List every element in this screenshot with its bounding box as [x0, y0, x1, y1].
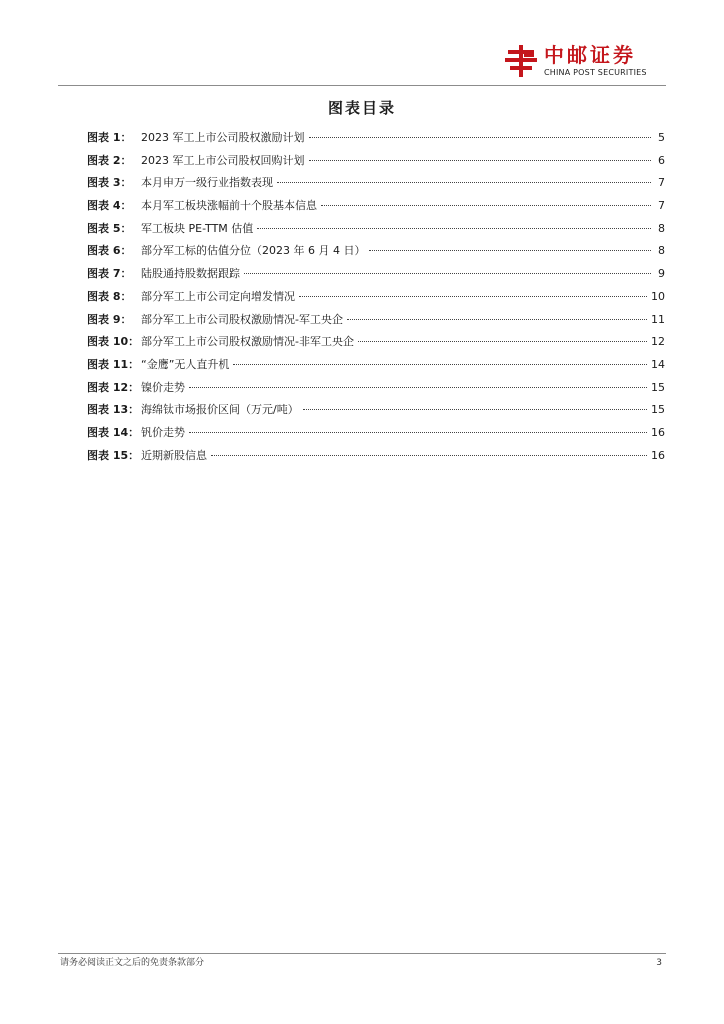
toc-leader-dots: [369, 250, 651, 251]
toc-entry-label: 图表 2：: [87, 153, 132, 167]
page-number: 3: [656, 958, 662, 968]
toc-entry-page: 16: [651, 448, 665, 462]
toc-leader-dots: [299, 296, 647, 297]
toc-entry-label: 图表 8：: [87, 289, 132, 303]
toc-entry-page: 10: [651, 289, 665, 303]
toc-entry-title: 部分军工上市公司股权激励情况-非军工央企: [141, 335, 354, 349]
toc-entry[interactable]: [87, 380, 665, 403]
toc-entry-title: 近期新股信息: [141, 448, 207, 462]
toc-leader-dots: [309, 160, 652, 161]
toc-list: [87, 130, 665, 470]
toc-entry-label: 图表 5：: [87, 221, 132, 235]
toc-entry[interactable]: [87, 448, 665, 471]
toc-entry[interactable]: [87, 130, 665, 153]
toc-entry-label: 图表 4：: [87, 199, 132, 213]
toc-entry[interactable]: [87, 312, 665, 335]
toc-leader-dots: [277, 182, 651, 183]
toc-entry-label: 图表 1：: [87, 131, 132, 144]
toc-entry-label: 图表 13：: [87, 403, 140, 417]
toc-entry-title: 陆股通持股数据跟踪: [141, 267, 240, 281]
toc-entry-page: 15: [651, 403, 665, 417]
toc-entry-title: 镍价走势: [141, 380, 185, 394]
toc-entry-title: 钒价走势: [141, 425, 185, 439]
china-post-logo-icon: [504, 44, 538, 78]
toc-entry-title: 部分军工上市公司定向增发情况: [141, 289, 295, 303]
toc-leader-dots: [189, 387, 647, 388]
toc-entry[interactable]: [87, 334, 665, 357]
toc-entry-title: 部分军工上市公司股权激励情况-军工央企: [141, 312, 343, 326]
toc-entry-page: 8: [658, 221, 665, 235]
toc-entry-label: 图表 3：: [87, 176, 132, 190]
toc-entry[interactable]: [87, 243, 665, 266]
company-logo: [504, 44, 664, 80]
toc-entry-title: 部分军工标的估值分位（2023 年 6 月 4 日）: [141, 244, 366, 258]
toc-leader-dots: [347, 319, 647, 320]
toc-leader-dots: [309, 137, 652, 138]
toc-leader-dots: [189, 432, 647, 433]
toc-entry-page: 15: [651, 380, 665, 394]
toc-entry[interactable]: [87, 289, 665, 312]
toc-entry-page: 14: [651, 357, 665, 371]
toc-leader-dots: [257, 228, 651, 229]
toc-entry[interactable]: [87, 425, 665, 448]
toc-entry[interactable]: [87, 357, 665, 380]
toc-entry-label: 图表 10：: [87, 335, 140, 349]
toc-entry-title: “金鹰”无人直升机: [141, 357, 230, 371]
footer-disclaimer: 请务必阅读正文之后的免责条款部分: [60, 958, 205, 968]
toc-entry-page: 7: [658, 199, 665, 213]
toc-entry-title: 2023 军工上市公司股权回购计划: [141, 153, 305, 167]
toc-leader-dots: [244, 273, 651, 274]
toc-entry[interactable]: [87, 153, 665, 176]
toc-entry-label: 图表 15：: [87, 448, 140, 462]
toc-entry-title: 本月军工板块涨幅前十个股基本信息: [141, 199, 317, 213]
toc-entry-page: 8: [658, 244, 665, 258]
logo-chinese-text: 中邮证券: [544, 43, 636, 67]
toc-entry-label: 图表 12：: [87, 380, 140, 394]
toc-entry-title: 军工板块 PE-TTM 估值: [141, 221, 254, 235]
toc-entry-page: 12: [651, 335, 665, 349]
toc-entry[interactable]: [87, 402, 665, 425]
footer-divider: [58, 953, 666, 954]
toc-entry-title: 本月申万一级行业指数表现: [141, 176, 273, 190]
toc-leader-dots: [358, 341, 647, 342]
toc-entry-page: 9: [658, 267, 665, 281]
toc-entry-page: 11: [651, 312, 665, 326]
toc-entry[interactable]: [87, 198, 665, 221]
header-divider: [58, 85, 666, 86]
toc-entry-label: 图表 6：: [87, 244, 132, 258]
toc-entry[interactable]: [87, 221, 665, 244]
toc-entry[interactable]: [87, 266, 665, 289]
toc-entry-page: 7: [658, 176, 665, 190]
toc-leader-dots: [233, 364, 647, 365]
toc-leader-dots: [321, 205, 651, 206]
toc-entry-label: 图表 9：: [87, 312, 132, 326]
logo-english-text: CHINA POST SECURITIES: [544, 68, 647, 77]
toc-entry-page: 16: [651, 425, 665, 439]
toc-leader-dots: [303, 409, 647, 410]
toc-entry[interactable]: [87, 175, 665, 198]
toc-entry-title: 2023 军工上市公司股权激励计划: [141, 131, 305, 144]
toc-entry-page: 6: [658, 153, 665, 167]
toc-entry-label: 图表 14：: [87, 425, 140, 439]
toc-leader-dots: [211, 455, 647, 456]
toc-entry-label: 图表 7：: [87, 267, 132, 281]
toc-entry-title: 海绵钛市场报价区间（万元/吨）: [141, 403, 299, 417]
toc-title: 图表目录: [327, 99, 396, 117]
toc-entry-page: 5: [658, 131, 665, 144]
toc-entry-label: 图表 11：: [87, 357, 140, 371]
